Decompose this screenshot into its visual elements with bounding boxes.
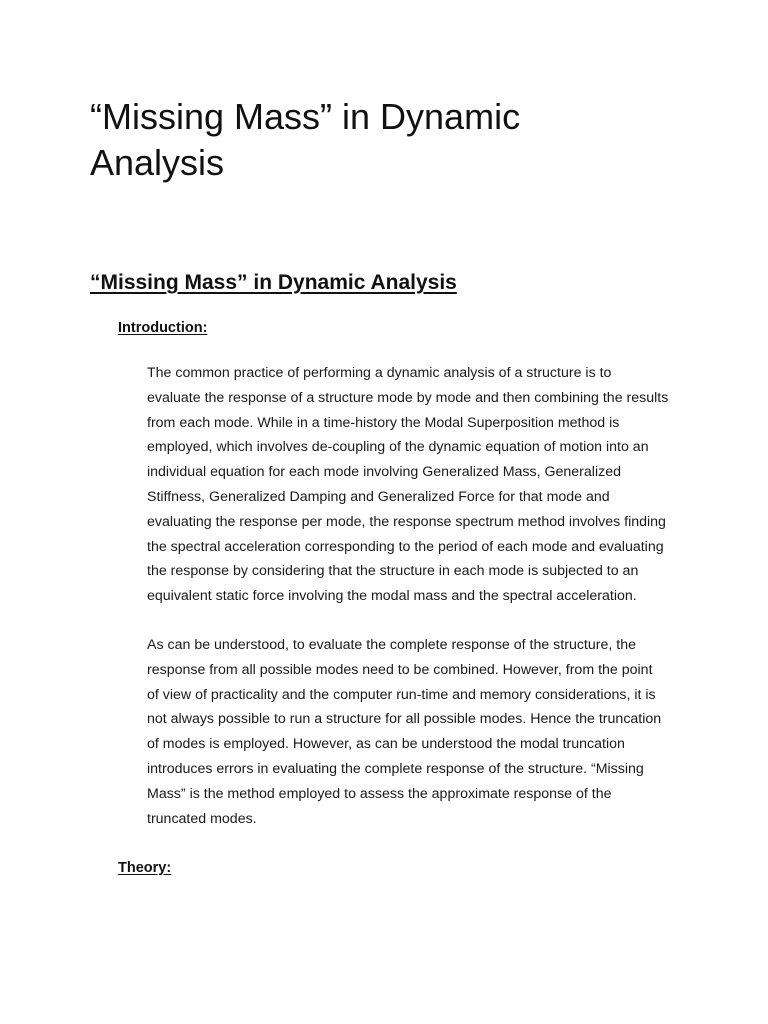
document-title-line: Analysis — [90, 142, 225, 183]
paragraph-line: evaluate the response of a structure mode by mode and then combining the results — [147, 389, 669, 406]
introduction-paragraph-2 — [147, 633, 687, 831]
paragraph-line: of view of practicality and the computer run-time and memory considerations, it is — [147, 686, 656, 703]
paragraph-line: the response by considering that the structure in each mode is subjected to an — [147, 563, 639, 580]
paragraph-line: equivalent static force involving the modal mass and the spectral acceleration. — [147, 588, 637, 605]
document-title — [90, 94, 690, 186]
introduction-paragraph-1 — [147, 361, 687, 609]
paragraph-line: As can be understood, to evaluate the complete response of the structure, the — [147, 637, 636, 653]
theory-heading: Theory: — [118, 860, 172, 876]
paragraph-line: Stiffness, Generalized Damping and Generalized Force for that mode and — [147, 488, 610, 505]
paragraph-line: from each mode. While in a time-history the Modal Superposition method is — [147, 414, 620, 431]
paragraph-line: introduces errors in evaluating the complete response of the structure. “Missing — [147, 760, 644, 777]
paragraph-line: The common practice of performing a dynamic analysis of a structure is to — [147, 365, 612, 381]
section-heading: “Missing Mass” in Dynamic Analysis — [90, 271, 457, 294]
introduction-heading: Introduction: — [118, 320, 208, 336]
paragraph-line: the spectral acceleration corresponding to the period of each mode and evaluating — [147, 538, 664, 555]
paragraph-line: response from all possible modes need to be combined. However, from the point — [147, 661, 653, 678]
document-title-line: “Missing Mass” in Dynamic — [90, 96, 521, 137]
paragraph-line: evaluating the response per mode, the response spectrum method involves finding — [147, 513, 666, 530]
paragraph-line: employed, which involves de-coupling of the dynamic equation of motion into an — [147, 439, 649, 456]
paragraph-line: of modes is employed. However, as can be understood the modal truncation — [147, 736, 625, 753]
paragraph-line: Mass” is the method employed to assess the approximate response of the — [147, 785, 612, 802]
paragraph-line: truncated modes. — [147, 810, 257, 827]
paragraph-line: individual equation for each mode involving Generalized Mass, Generalized — [147, 464, 621, 481]
paragraph-line: not always possible to run a structure for all possible modes. Hence the truncation — [147, 711, 662, 728]
